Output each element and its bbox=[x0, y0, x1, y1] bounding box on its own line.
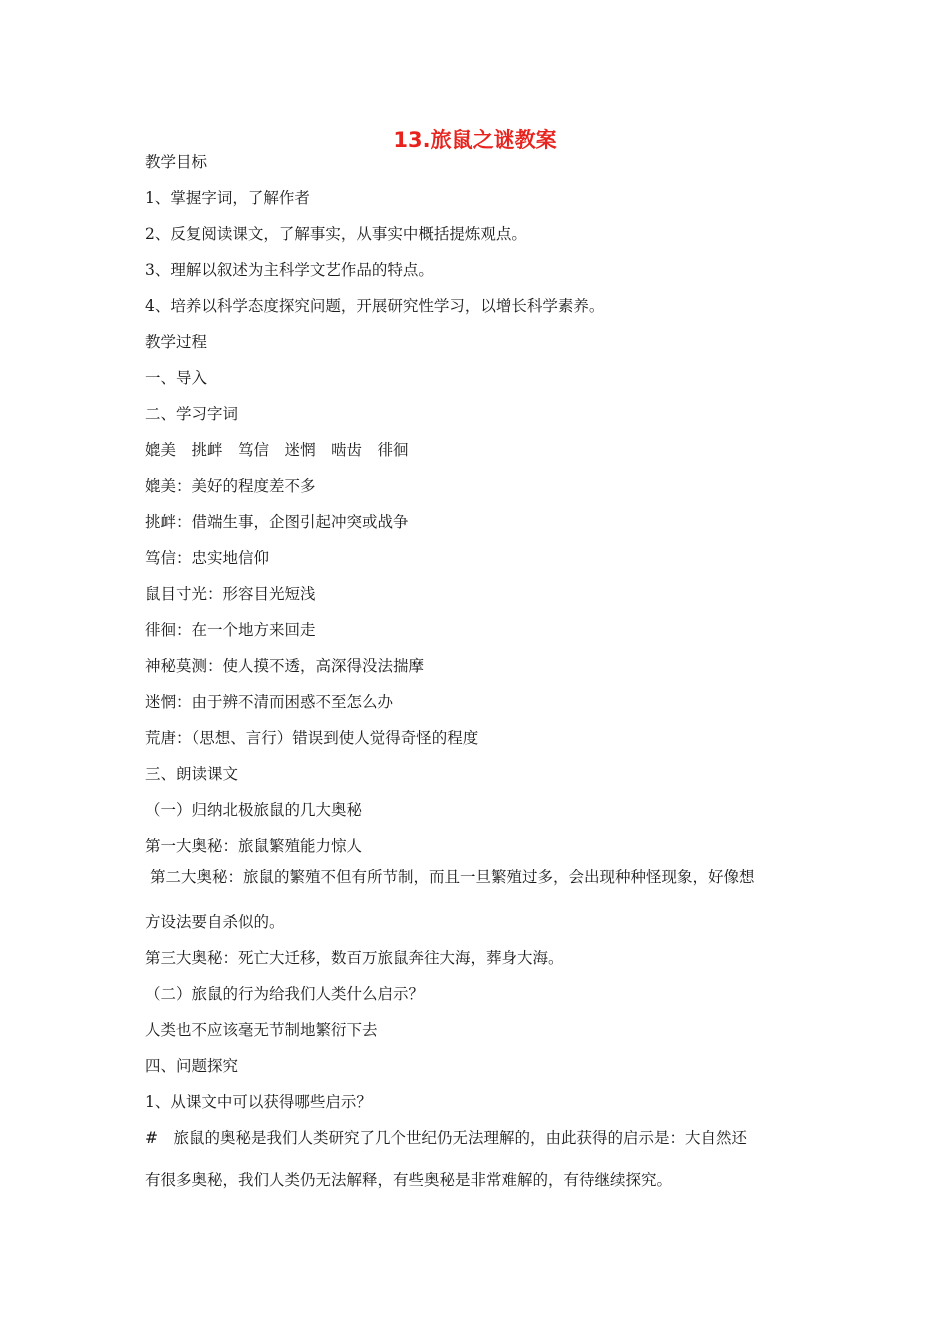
inquiry-question-1: 1、从课文中可以获得哪些启示？ bbox=[145, 1093, 372, 1111]
section-heading-teaching-goals: 教学目标 bbox=[145, 153, 208, 171]
vocab-definition: 鼠目寸光：形容目光短浅 bbox=[145, 585, 316, 603]
document-title: 13.旅鼠之谜教案 bbox=[393, 128, 557, 152]
mystery-item-2: 第二大奥秘：旅鼠的繁殖不但有所节制，而且一旦繁殖过多，会出现种种怪现象，好像想 bbox=[150, 868, 755, 886]
step-heading-intro: 一、导入 bbox=[145, 369, 208, 387]
vocab-definition: 神秘莫测：使人摸不透，高深得没法揣摩 bbox=[145, 657, 425, 675]
sub-heading-mysteries: （一）归纳北极旅鼠的几大奥秘 bbox=[145, 801, 363, 819]
mystery-item-3: 第三大奥秘：死亡大迁移，数百万旅鼠奔往大海，葬身大海。 bbox=[145, 949, 564, 967]
goal-item-4: 4、培养以科学态度探究问题，开展研究性学习，以增长科学素养。 bbox=[145, 297, 605, 315]
step-heading-reading: 三、朗读课文 bbox=[145, 765, 239, 783]
vocab-definition: 徘徊：在一个地方来回走 bbox=[145, 621, 316, 639]
mystery-item-1: 第一大奥秘：旅鼠繁殖能力惊人 bbox=[145, 837, 363, 855]
vocabulary-list: 媲美 挑衅 笃信 迷惘 啮齿 徘徊 bbox=[145, 441, 409, 459]
inspiration-answer: 人类也不应该毫无节制地繁衍下去 bbox=[145, 1021, 378, 1039]
step-heading-inquiry: 四、问题探究 bbox=[145, 1057, 239, 1075]
sub-heading-inspiration: （二）旅鼠的行为给我们人类什么启示？ bbox=[145, 985, 425, 1003]
goal-item-2: 2、反复阅读课文，了解事实，从事实中概括提炼观点。 bbox=[145, 225, 527, 243]
inquiry-answer-1-continued: 有很多奥秘，我们人类仍无法解释，有些奥秘是非常难解的，有待继续探究。 bbox=[145, 1171, 673, 1189]
vocab-definition: 荒唐：（思想、言行）错误到使人觉得奇怪的程度 bbox=[145, 729, 479, 747]
vocab-definition: 媲美：美好的程度差不多 bbox=[145, 477, 316, 495]
vocab-definition: 迷惘：由于辨不清而困惑不至怎么办 bbox=[145, 693, 394, 711]
step-heading-vocabulary: 二、学习字词 bbox=[145, 405, 239, 423]
inquiry-answer-1: # 旅鼠的奥秘是我们人类研究了几个世纪仍无法理解的，由此获得的启示是：大自然还 bbox=[145, 1129, 747, 1147]
vocab-definition: 笃信：忠实地信仰 bbox=[145, 549, 270, 567]
goal-item-1: 1、掌握字词，了解作者 bbox=[145, 189, 310, 207]
mystery-item-2-continued: 方设法要自杀似的。 bbox=[145, 913, 285, 931]
vocab-definition: 挑衅：借端生事，企图引起冲突或战争 bbox=[145, 513, 409, 531]
goal-item-3: 3、理解以叙述为主科学文艺作品的特点。 bbox=[145, 261, 434, 279]
section-heading-teaching-process: 教学过程 bbox=[145, 333, 208, 351]
